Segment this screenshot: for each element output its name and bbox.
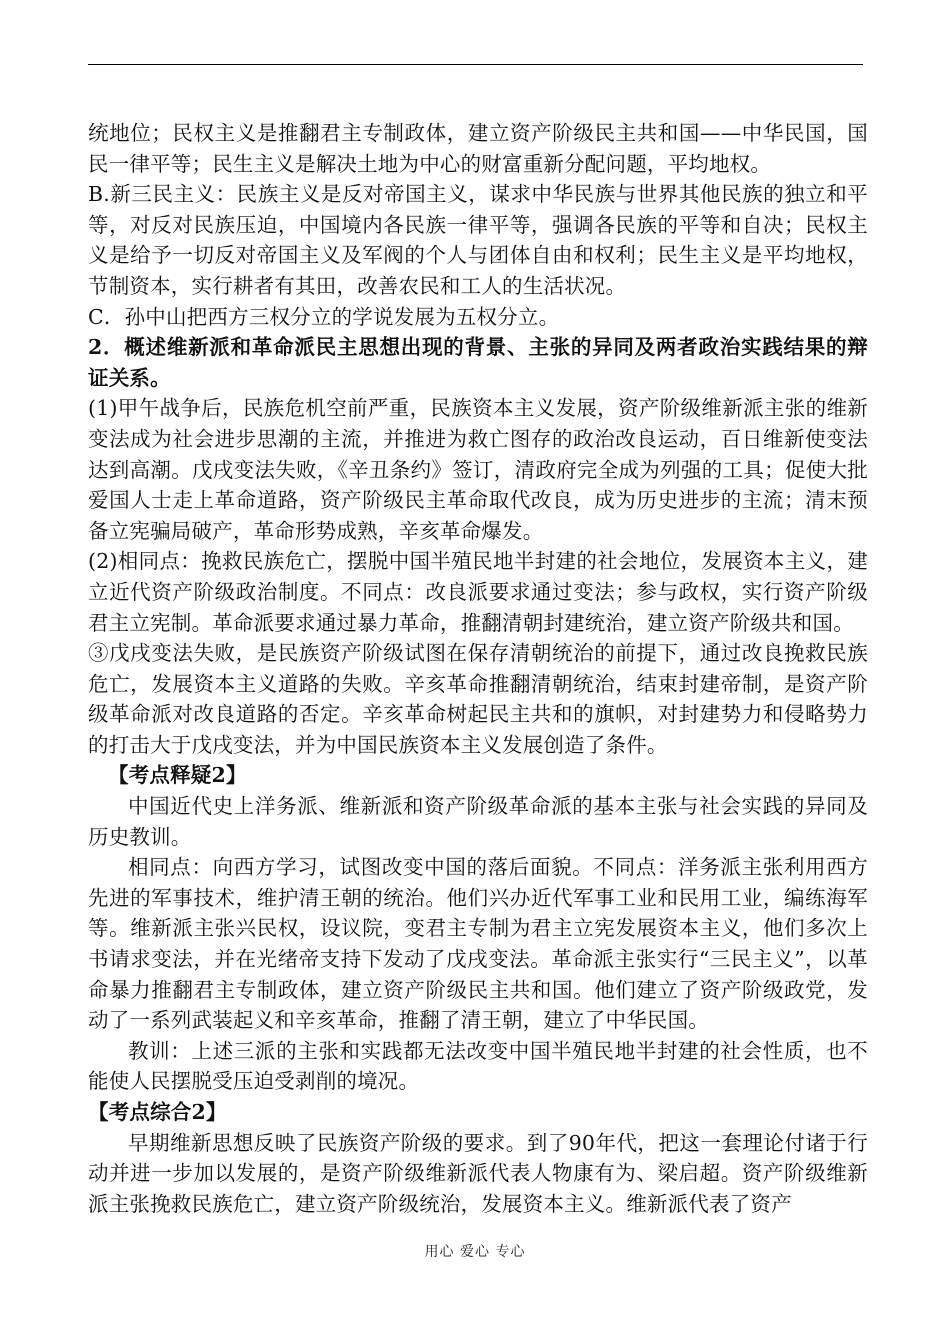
explanation-comparison: 相同点：向西方学习，试图改变中国的落后面貌。不同点：洋务派主张利用西方先进的军事技术，维护清王朝的统治。他们兴办近代军事工业和民用工业，编练海军等。维新派主张兴民权，设议院，变君主专制为君主立宪发展资本主义，他们多次上书请求变法，并在光绪帝支持下发动了戊戌变法。革命派主张实行“三民主义”，以革命暴力推翻君主专制政体，建立资产阶级民主共和国。他们建立了资产阶级政党，发动了一系列武装起义和辛亥革命，推翻了清王朝，建立了中华民国。	[88, 855, 868, 1033]
synthesis-paragraph: 早期维新思想反映了民族资产阶级的要求。到了90年代，把这一套理论付诸于行动并进一步加以发展的，是资产阶级维新派代表人物康有为、梁启超。资产阶级维新派主张挽救民族危亡，建立资产阶级统治，发展资本主义。维新派代表了资产	[88, 1130, 868, 1216]
answer-part-3: ③戊戌变法失败，是民族资产阶级试图在保存清朝统治的前提下，通过改良挽救民族危亡，发展资本主义道路的失败。辛亥革命推翻清朝统治，结束封建帝制，是资产阶级革命派对改良道路的否定。辛亥革命树起民主共和的旗帜，对封建势力和侵略势力的打击大于戊戌变法，并为中国民族资本主义发展创造了条件。	[88, 641, 868, 757]
document-body	[88, 118, 868, 1219]
answer-part-2: (2)相同点：挽救民族危亡，摆脱中国半殖民地半封建的社会地位，发展资本主义，建立近代资产阶级政治制度。不同点：改良派要求通过变法；参与政权，实行资产阶级君主立宪制。革命派要求通过暴力革命，推翻清朝封建统治，建立资产阶级共和国。	[88, 549, 868, 635]
question-heading-2: 2．概述维新派和革命派民主思想出现的背景、主张的异同及两者政治实践结果的辩证关系。	[88, 335, 868, 390]
answer-part-1: (1)甲午战争后，民族危机空前严重，民族资本主义发展，资产阶级维新派主张的维新变法成为社会进步思潮的主流，并推进为救亡图存的政治改良运动，百日维新使变法达到高潮。戊戌变法失败，《辛丑条约》签订，清政府完全成为列强的工具；促使大批爱国人士走上革命道路，资产阶级民主革命取代改良，成为历史进步的主流；清末预备立宪骗局破产，革命形势成熟，辛亥革命爆发。	[88, 396, 868, 543]
section-heading-explanation: 【考点释疑2】	[108, 763, 247, 788]
explanation-lesson: 教训：上述三派的主张和实践都无法改变中国半殖民地半封建的社会性质，也不能使人民摆脱受压迫受剥削的境况。	[88, 1038, 868, 1094]
explanation-topic: 中国近代史上洋务派、维新派和资产阶级革命派的基本主张与社会实践的异同及历史教训。	[88, 794, 868, 849]
paragraph-five-powers: C．孙中山把西方三权分立的学说发展为五权分立。	[88, 304, 560, 329]
page-footer: 用心 爱心 专心	[424, 1244, 526, 1260]
section-heading-synthesis: 【考点综合2】	[88, 1100, 227, 1124]
paragraph-min-quan: 统地位；民权主义是推翻君主专制政体，建立资产阶级民主共和国——中华民国，国民一律平等；民生主义是解决土地为中心的财富重新分配问题，平均地权。	[88, 121, 868, 176]
header-rule	[88, 64, 863, 65]
paragraph-new-three-principles: B.新三民主义：民族主义是反对帝国主义，谋求中华民族与世界其他民族的独立和平等，对反对民族压迫，中国境内各民族一律平等，强调各民族的平等和自决；民权主义是给予一切反对帝国主义及军阀的个人与团体自由和权利；民生主义是平均地权，节制资本，实行耕者有其田，改善农民和工人的生活状况。	[88, 182, 868, 298]
